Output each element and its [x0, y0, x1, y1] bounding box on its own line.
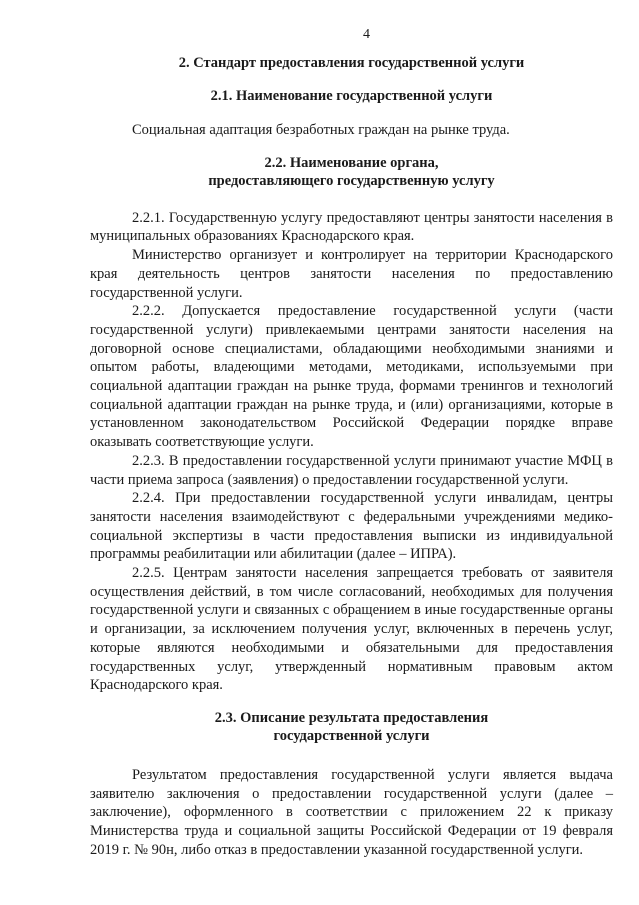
page-number: 4: [363, 27, 370, 42]
subsection-2-3-title-line2: государственной услуги: [273, 728, 430, 745]
paragraph-ministry: Министерство организует и контролирует на территории Краснодарского края деятельность центров занятости населения по предоставлению государственной услуги.: [90, 247, 613, 301]
subsection-2-2-title-line1: 2.2. Наименование органа,: [264, 154, 439, 171]
paragraph-2-2-1: 2.2.1. Государственную услугу предоставляют центры занятости населения в муниципальных образованиях Краснодарского края.: [90, 209, 613, 245]
subsection-2-1-text: Социальная адаптация безработных граждан на рынке труда.: [132, 122, 510, 138]
paragraph-2-2-4: 2.2.4. При предоставлении государственной услуги инвалидам, центры занятости населения взаимодействуют с федеральными учреждениями медико-социальной экспертизы в части предоставления выписки из индивидуальной программы реабилитации или абилитации (далее – ИПРА).: [90, 490, 613, 563]
subsection-2-1-title: 2.1. Наименование государственной услуги: [210, 87, 493, 104]
section-title: 2. Стандарт предоставления государственной услуги: [178, 55, 525, 71]
subsection-2-3-title-line1: 2.3. Описание результата предоставления: [214, 709, 489, 726]
subsection-2-2-title-line2: предоставляющего государственную услугу: [208, 173, 495, 190]
subsection-2-2-title: [90, 154, 613, 191]
paragraph-2-2-3: 2.2.3. В предоставлении государственной услуги принимают участие МФЦ в части приема запроса (заявления) о предоставлении государственной услуги.: [90, 452, 613, 488]
subsection-2-3-title: [90, 709, 613, 746]
paragraph-2-2-2: 2.2.2. Допускается предоставление государственной услуги (части государственной услуги) привлекаемыми центрами занятости населения на договорной основе специалистами, обладающими необходимыми знаниями и опытом работы, владеющими методами, методиками, используемыми при социальной адаптации граждан на рынке труда, формами тренингов и технологий социальной адаптации граждан на рынке труда, и (или) организациями, которые в установленном законодательством Российской Федерации порядке вправе оказывать соответствующие услуги.: [90, 303, 613, 451]
paragraph-2-3-result: Результатом предоставления государственной услуги является выдача заявителю заключения о предоставлении государственной услуги (далее – заключение), оформленного в соответствии с приложением 22 к приказу Министерства труда и социальной защиты Российской Федерации от 19 февраля 2019 г. № 90н, либо отказ в предоставлении указанной государственной услуги.: [90, 766, 613, 858]
paragraph-2-2-5: 2.2.5. Центрам занятости населения запрещается требовать от заявителя осуществления действий, в том числе согласований, необходимых для получения государственной услуги и связанных с обращением в иные государственные органы и организации, за исключением получения услуг, включенных в перечень услуг, которые являются необходимыми и обязательными для предоставления государственных услуг, утвержденный нормативным правовым актом Краснодарского края.: [90, 565, 613, 694]
